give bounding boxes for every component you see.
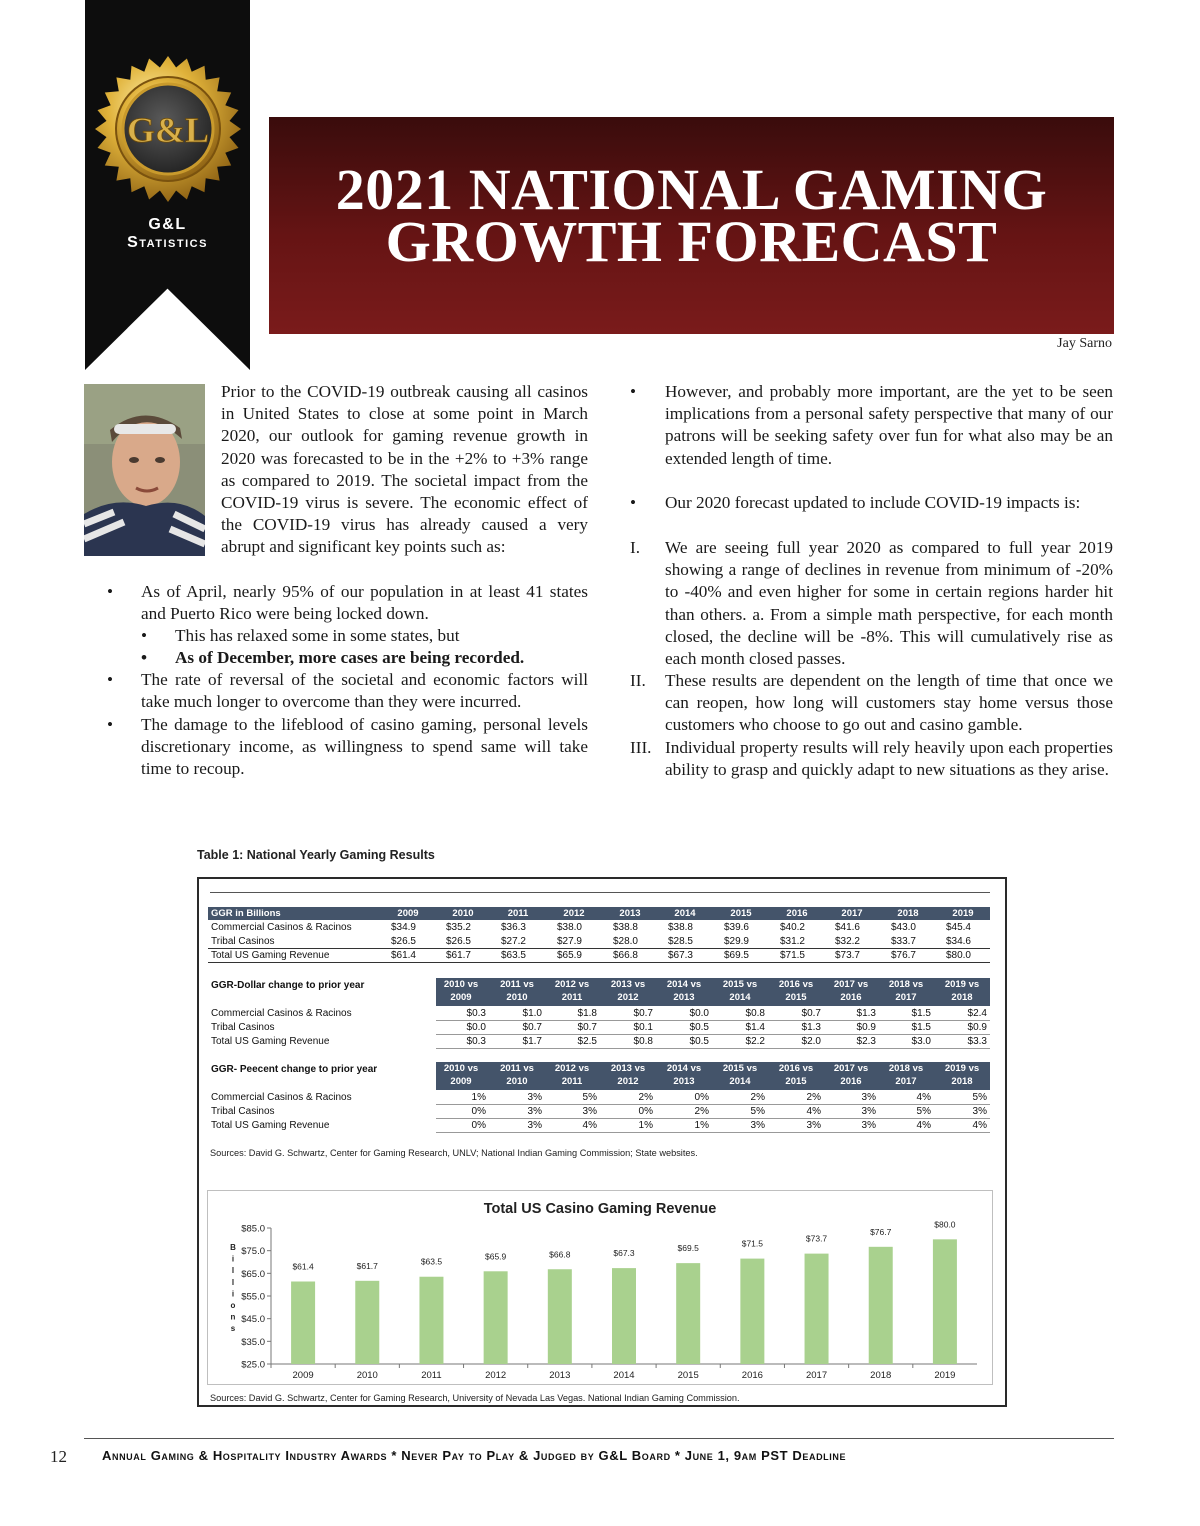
percent-change-cell: 3% bbox=[861, 1106, 876, 1117]
bar-2016 bbox=[740, 1259, 764, 1364]
bar-value-label: $69.5 bbox=[677, 1243, 699, 1254]
bullet-icon: • bbox=[630, 493, 637, 512]
percent-change-cell: 3% bbox=[861, 1120, 876, 1131]
y-tick-label: $35.0 bbox=[241, 1336, 265, 1348]
dollar-change-period-line2: 2013 bbox=[673, 992, 695, 1003]
y-tick-label: $85.0 bbox=[241, 1223, 265, 1235]
dollar-change-period-line1: 2015 vs bbox=[722, 979, 758, 990]
percent-change-period-line2: 2018 bbox=[951, 1076, 973, 1087]
dollar-change-cell: $0.0 bbox=[466, 1022, 486, 1033]
numbered-item-1: I. We are seeing full year 2020 as compared to full year 2019 showing a range of declines in revenue from minimum of -20% to -40% and even higher for some in certain regions harder hit than others. a. From a simple math perspective, for each month closed, the decline will be -8%. This will cumulatively rise as each month closed passes. bbox=[630, 538, 1113, 669]
percent-change-cell: 3% bbox=[750, 1120, 765, 1131]
percent-change-period-line2: 2014 bbox=[729, 1076, 751, 1087]
table-cell: $41.6 bbox=[834, 922, 860, 933]
revenue-bar-chart bbox=[207, 1190, 993, 1385]
bullet-icon: • bbox=[107, 670, 114, 689]
x-tick-label: 2012 bbox=[485, 1370, 507, 1381]
percent-change-row-label: Tribal Casinos bbox=[211, 1106, 275, 1117]
bullet-icon: • bbox=[107, 715, 114, 734]
dollar-change-cell: $1.5 bbox=[911, 1022, 931, 1033]
table-cell: $40.2 bbox=[779, 922, 805, 933]
table-cell: $26.5 bbox=[390, 936, 416, 947]
bar-2010 bbox=[355, 1281, 379, 1364]
bullet-icon: • bbox=[107, 582, 114, 601]
dollar-change-cell: $1.5 bbox=[911, 1008, 931, 1019]
bullet-icon: • bbox=[141, 648, 148, 667]
table-cell: $66.8 bbox=[612, 950, 638, 961]
percent-change-header-label: GGR- Peecent change to prior year bbox=[211, 1064, 378, 1075]
percent-change-cell: 0% bbox=[471, 1106, 486, 1117]
percent-change-period-line2: 2011 bbox=[561, 1076, 583, 1087]
dollar-change-period-line1: 2011 vs bbox=[500, 979, 534, 990]
table-header-year: 2015 bbox=[730, 908, 752, 919]
table-header-year: 2009 bbox=[397, 908, 419, 919]
table-cell: $71.5 bbox=[779, 950, 805, 961]
dollar-change-period-line2: 2010 bbox=[506, 992, 528, 1003]
bar-value-label: $63.5 bbox=[420, 1256, 443, 1267]
brand-label-line1: G&L bbox=[148, 216, 187, 233]
table-cell: $28.5 bbox=[667, 936, 693, 947]
dollar-change-cell: $1.0 bbox=[522, 1008, 542, 1019]
dollar-change-cell: $0.7 bbox=[522, 1022, 542, 1033]
y-tick-label: $45.0 bbox=[241, 1314, 265, 1326]
table-cell: $29.9 bbox=[723, 936, 749, 947]
y-axis-label-char: s bbox=[230, 1324, 236, 1334]
table-cell: $45.4 bbox=[945, 922, 971, 933]
table-cell: $31.2 bbox=[779, 936, 805, 947]
y-axis-label-char: n bbox=[230, 1312, 236, 1322]
table-cell: $33.7 bbox=[890, 936, 916, 947]
right-bullet-2: • Our 2020 forecast updated to include COVID-19 impacts is: bbox=[630, 492, 1113, 516]
bar-2013 bbox=[548, 1269, 572, 1364]
y-axis-label-char: o bbox=[230, 1301, 236, 1310]
table-cell: $27.2 bbox=[500, 936, 526, 947]
dollar-change-period-line1: 2016 vs bbox=[778, 979, 814, 990]
table-cell: $26.5 bbox=[445, 936, 471, 947]
dollar-change-period-line2: 2015 bbox=[785, 992, 807, 1003]
dollar-change-period-line2: 2018 bbox=[951, 992, 973, 1003]
table-cell: $36.3 bbox=[500, 922, 526, 933]
table-cell: $67.3 bbox=[667, 950, 693, 961]
percent-change-cell: 1% bbox=[471, 1092, 486, 1103]
dollar-change-cell: $0.5 bbox=[689, 1022, 709, 1033]
table-cell: $38.8 bbox=[612, 922, 638, 933]
dollar-change-row-divider bbox=[436, 1034, 990, 1035]
dollar-change-cell: $0.0 bbox=[689, 1008, 709, 1019]
table-cell: $61.4 bbox=[390, 950, 416, 961]
left-subbullet-2: • As of December, more cases are being recorded. bbox=[141, 647, 588, 670]
bar-2015 bbox=[676, 1263, 700, 1364]
percent-change-cell: 0% bbox=[638, 1106, 653, 1117]
bar-value-label: $73.7 bbox=[805, 1233, 828, 1244]
table-cell: $28.0 bbox=[612, 936, 638, 947]
bar-value-label: $65.9 bbox=[484, 1251, 507, 1262]
x-tick-label: 2013 bbox=[549, 1370, 571, 1381]
y-axis-label-char: i bbox=[231, 1289, 235, 1299]
bar-value-label: $80.0 bbox=[934, 1219, 956, 1230]
x-tick-label: 2017 bbox=[805, 1370, 828, 1381]
x-tick-label: 2015 bbox=[677, 1370, 699, 1381]
dollar-change-cell: $1.3 bbox=[856, 1008, 876, 1019]
percent-change-period-line2: 2013 bbox=[673, 1076, 695, 1087]
dollar-change-cell: $0.3 bbox=[466, 1008, 486, 1019]
dollar-change-period-line1: 2012 vs bbox=[554, 979, 590, 990]
bar-value-label: $71.5 bbox=[741, 1238, 764, 1249]
table-header-year: 2018 bbox=[897, 908, 919, 919]
table-header-year: 2017 bbox=[841, 908, 863, 919]
dollar-change-cell: $0.9 bbox=[856, 1022, 876, 1033]
table-cell: $80.0 bbox=[945, 950, 971, 961]
dollar-change-period-line1: 2014 vs bbox=[666, 979, 702, 990]
percent-change-period-line1: 2012 vs bbox=[554, 1063, 590, 1074]
y-tick-label: $55.0 bbox=[241, 1291, 265, 1303]
y-axis-label-char: l bbox=[231, 1266, 235, 1276]
table-cell: $69.5 bbox=[723, 950, 749, 961]
footer-banner-text: Annual Gaming & Hospitality Industry Awards * Never Pay to Play & Judged by G&L Board * June 1, 9am PST Deadline bbox=[102, 1448, 847, 1463]
dollar-change-cell: $3.3 bbox=[967, 1036, 987, 1047]
dollar-change-row-label: Commercial Casinos & Racinos bbox=[211, 1008, 352, 1019]
percent-change-cell: 4% bbox=[916, 1120, 931, 1131]
dollar-change-cell: $0.9 bbox=[967, 1022, 987, 1033]
author-photo bbox=[84, 384, 205, 556]
bullet-icon: • bbox=[630, 382, 637, 401]
table-cell: $76.7 bbox=[890, 950, 916, 961]
percent-change-cell: 5% bbox=[750, 1106, 765, 1117]
percent-change-cell: 4% bbox=[582, 1120, 597, 1131]
y-tick-label: $75.0 bbox=[241, 1246, 265, 1258]
bullet-icon: • bbox=[141, 626, 148, 645]
table-cell: $73.7 bbox=[834, 950, 860, 961]
chart-title: Total US Casino Gaming Revenue bbox=[483, 1201, 717, 1217]
page-title-line1: 2021 NATIONAL GAMING bbox=[335, 157, 1048, 222]
x-tick-label: 2019 bbox=[934, 1370, 956, 1381]
y-axis-label-char: B bbox=[230, 1243, 236, 1252]
table-header-year: 2014 bbox=[674, 908, 696, 919]
table-cell: $39.6 bbox=[723, 922, 749, 933]
bar-2019 bbox=[933, 1239, 957, 1364]
table-cell: $61.7 bbox=[445, 950, 471, 961]
table-row-label: Commercial Casinos & Racinos bbox=[211, 922, 352, 933]
dollar-change-period-line2: 2014 bbox=[729, 992, 751, 1003]
dollar-change-cell: $2.4 bbox=[967, 1008, 987, 1019]
table-cell: $32.2 bbox=[834, 936, 860, 947]
table-header-year: 2012 bbox=[563, 908, 585, 919]
percent-change-row-label: Total US Gaming Revenue bbox=[211, 1120, 330, 1131]
dollar-change-period-line1: 2017 vs bbox=[833, 979, 869, 990]
y-tick-label: $25.0 bbox=[241, 1359, 265, 1371]
left-bullet-3: • The damage to the lifeblood of casino gaming, personal levels discretionary income, as willingness to spend same will take time to recoup. bbox=[107, 715, 588, 779]
bar-2012 bbox=[484, 1271, 508, 1364]
percent-change-cell: 5% bbox=[582, 1092, 597, 1103]
table-row-divider bbox=[208, 962, 990, 963]
percent-change-period-line1: 2011 vs bbox=[500, 1063, 534, 1074]
dollar-change-period-line1: 2010 vs bbox=[443, 979, 479, 990]
numbered-item-2: II. These results are dependent on the length of time that once we can reopen, how long will customers stay home versus those customers who choose to go out and casino gamble. bbox=[630, 671, 1113, 735]
percent-change-cell: 5% bbox=[916, 1106, 931, 1117]
right-bullet-1: • However, and probably more important, are the yet to be seen implications from a personal safety perspective that many of our patrons will be seeking safety over fun for what also may be an extended length of time. bbox=[630, 382, 1113, 468]
percent-change-cell: 0% bbox=[694, 1092, 709, 1103]
table-cell: $34.9 bbox=[390, 922, 416, 933]
percent-change-cell: 3% bbox=[527, 1120, 542, 1131]
table-cell: $63.5 bbox=[500, 950, 526, 961]
percent-change-cell: 3% bbox=[806, 1120, 821, 1131]
table-header-label: GGR in Billions bbox=[211, 908, 281, 919]
percent-change-cell: 3% bbox=[527, 1106, 542, 1117]
percent-change-period-line2: 2010 bbox=[506, 1076, 528, 1087]
bar-value-label: $66.8 bbox=[549, 1249, 571, 1260]
dollar-change-cell: $2.2 bbox=[745, 1036, 765, 1047]
table-cell: $38.0 bbox=[556, 922, 582, 933]
bar-value-label: $67.3 bbox=[613, 1248, 635, 1259]
dollar-change-row-label: Tribal Casinos bbox=[211, 1022, 275, 1033]
numbered-item-3: III. Individual property results will rely heavily upon each properties ability to grasp and quickly adapt to new situations as they arise. bbox=[630, 738, 1113, 780]
bar-2017 bbox=[805, 1254, 829, 1364]
bar-value-label: $76.7 bbox=[870, 1226, 892, 1237]
bar-2014 bbox=[612, 1268, 636, 1364]
x-tick-label: 2009 bbox=[292, 1370, 314, 1381]
table-cell: $38.8 bbox=[667, 922, 693, 933]
table-row-label: Tribal Casinos bbox=[211, 936, 275, 947]
table-header-year: 2019 bbox=[952, 908, 974, 919]
dollar-change-cell: $1.7 bbox=[522, 1036, 542, 1047]
dollar-change-row-divider bbox=[436, 1048, 990, 1049]
percent-change-period-line1: 2013 vs bbox=[610, 1063, 646, 1074]
dollar-change-cell: $0.1 bbox=[633, 1022, 653, 1033]
x-tick-label: 2014 bbox=[613, 1370, 635, 1381]
y-tick-label: $65.0 bbox=[241, 1268, 265, 1280]
dollar-change-cell: $0.8 bbox=[633, 1036, 653, 1047]
dollar-change-period-line1: 2018 vs bbox=[888, 979, 924, 990]
percent-change-period-line2: 2015 bbox=[785, 1076, 807, 1087]
dollar-change-period-line2: 2017 bbox=[895, 992, 917, 1003]
table-cell: $43.0 bbox=[890, 922, 916, 933]
percent-change-cell: 2% bbox=[806, 1092, 821, 1103]
table-header-year: 2016 bbox=[786, 908, 808, 919]
table-cell: $34.6 bbox=[945, 936, 971, 947]
gl-seal-logo bbox=[93, 54, 243, 204]
percent-change-period-line1: 2018 vs bbox=[888, 1063, 924, 1074]
percent-change-period-line1: 2010 vs bbox=[443, 1063, 479, 1074]
dollar-change-cell: $0.7 bbox=[577, 1022, 597, 1033]
table-top-rule bbox=[210, 892, 990, 893]
left-subbullet-1: • This has relaxed some in some states, but bbox=[141, 625, 588, 648]
bar-value-label: $61.4 bbox=[292, 1261, 314, 1272]
percent-change-row-divider bbox=[436, 1118, 990, 1119]
dollar-change-cell: $0.3 bbox=[466, 1036, 486, 1047]
dollar-change-cell: $0.7 bbox=[801, 1008, 821, 1019]
percent-change-cell: 2% bbox=[694, 1106, 709, 1117]
table-cell: $35.2 bbox=[445, 922, 471, 933]
x-tick-label: 2010 bbox=[356, 1370, 378, 1381]
dollar-change-cell: $2.0 bbox=[801, 1036, 821, 1047]
dollar-change-cell: $0.7 bbox=[633, 1008, 653, 1019]
dollar-change-cell: $0.5 bbox=[689, 1036, 709, 1047]
dollar-change-row-label: Total US Gaming Revenue bbox=[211, 1036, 330, 1047]
dollar-change-cell: $1.8 bbox=[577, 1008, 597, 1019]
percent-change-cell: 5% bbox=[972, 1092, 987, 1103]
dollar-change-period-line2: 2016 bbox=[840, 992, 862, 1003]
percent-change-cell: 4% bbox=[972, 1120, 987, 1131]
dollar-change-header-label: GGR-Dollar change to prior year bbox=[211, 980, 365, 991]
percent-change-period-line1: 2019 vs bbox=[944, 1063, 980, 1074]
percent-change-cell: 4% bbox=[806, 1106, 821, 1117]
percent-change-period-line1: 2014 vs bbox=[666, 1063, 702, 1074]
dollar-change-period-line1: 2019 vs bbox=[944, 979, 980, 990]
dollar-change-cell: $3.0 bbox=[911, 1036, 931, 1047]
author-byline: Jay Sarno bbox=[1057, 336, 1112, 351]
bar-value-label: $61.7 bbox=[356, 1260, 378, 1271]
chart-sources: Sources: David G. Schwartz, Center for Gaming Research, University of Nevada Las Vegas. National Indian Gaming Commission. bbox=[210, 1393, 740, 1403]
percent-change-period-line2: 2009 bbox=[450, 1076, 472, 1087]
table-sources: Sources: David G. Schwartz, Center for Gaming Research, UNLV; National Indian Gaming Commission; State websites. bbox=[210, 1148, 698, 1158]
table-row-label: Total US Gaming Revenue bbox=[211, 950, 330, 961]
percent-change-row-label: Commercial Casinos & Racinos bbox=[211, 1092, 352, 1103]
y-axis-label-char: i bbox=[231, 1254, 235, 1264]
percent-change-cell: 2% bbox=[638, 1092, 653, 1103]
table-header-year: 2011 bbox=[507, 908, 529, 919]
bar-2011 bbox=[419, 1277, 443, 1364]
svg-text:G&L: G&L bbox=[126, 110, 210, 150]
percent-change-period-line2: 2016 bbox=[840, 1076, 862, 1087]
y-axis-label-char: l bbox=[231, 1277, 235, 1287]
percent-change-row-divider bbox=[436, 1132, 990, 1133]
dollar-change-cell: $2.3 bbox=[856, 1036, 876, 1047]
dollar-change-row-divider bbox=[436, 1020, 990, 1021]
dollar-change-cell: $1.4 bbox=[745, 1022, 765, 1033]
x-tick-label: 2018 bbox=[870, 1370, 892, 1381]
bar-2009 bbox=[291, 1281, 315, 1364]
percent-change-period-line2: 2012 bbox=[617, 1076, 639, 1087]
table-cell: $65.9 bbox=[556, 950, 582, 961]
percent-change-cell: 3% bbox=[861, 1092, 876, 1103]
dollar-change-period-line2: 2012 bbox=[617, 992, 639, 1003]
dollar-change-period-line2: 2011 bbox=[561, 992, 583, 1003]
percent-change-period-line1: 2015 vs bbox=[722, 1063, 758, 1074]
table-header-year: 2013 bbox=[619, 908, 641, 919]
percent-change-period-line1: 2017 vs bbox=[833, 1063, 869, 1074]
dollar-change-cell: $2.5 bbox=[577, 1036, 597, 1047]
percent-change-cell: 1% bbox=[638, 1120, 653, 1131]
table-cell: $27.9 bbox=[556, 936, 582, 947]
table-caption: Table 1: National Yearly Gaming Results bbox=[197, 848, 435, 862]
page-number: 12 bbox=[50, 1447, 67, 1466]
percent-change-cell: 3% bbox=[527, 1092, 542, 1103]
dollar-change-cell: $0.8 bbox=[745, 1008, 765, 1019]
percent-change-cell: 2% bbox=[750, 1092, 765, 1103]
percent-change-cell: 4% bbox=[916, 1092, 931, 1103]
bar-2018 bbox=[869, 1247, 893, 1364]
left-bullet-1: • As of April, nearly 95% of our population in at least 41 states and Puerto Rico were being locked down. bbox=[107, 582, 588, 624]
x-tick-label: 2011 bbox=[421, 1370, 442, 1381]
percent-change-period-line2: 2017 bbox=[895, 1076, 917, 1087]
intro-paragraph: Prior to the COVID-19 outbreak causing all casinos in United States to close at some point in March 2020, our outlook for gaming revenue growth in 2020 was forecasted to be in the +2% to +3% range as compared to 2019. The societal impact from the COVID-19 virus is severe. The economic effect of the COVID-19 virus has already caused a very abrupt and significant key points such as: bbox=[221, 382, 588, 557]
percent-change-cell: 3% bbox=[582, 1106, 597, 1117]
percent-change-period-line1: 2016 vs bbox=[778, 1063, 814, 1074]
dollar-change-cell: $1.3 bbox=[801, 1022, 821, 1033]
brand-label-line2: Statistics bbox=[127, 234, 208, 251]
table-header-year: 2010 bbox=[452, 908, 474, 919]
page-title-line2: GROWTH FORECAST bbox=[385, 209, 998, 274]
footer-rule bbox=[84, 1438, 1114, 1439]
percent-change-cell: 3% bbox=[972, 1106, 987, 1117]
left-bullet-2: • The rate of reversal of the societal and economic factors will take much longer to overcome than they were incurred. bbox=[107, 670, 588, 712]
percent-change-row-divider bbox=[436, 1104, 990, 1105]
dollar-change-period-line2: 2009 bbox=[450, 992, 472, 1003]
percent-change-cell: 1% bbox=[694, 1120, 709, 1131]
percent-change-cell: 0% bbox=[471, 1120, 486, 1131]
dollar-change-period-line1: 2013 vs bbox=[610, 979, 646, 990]
x-tick-label: 2016 bbox=[741, 1370, 763, 1381]
table-row-divider bbox=[208, 948, 990, 949]
